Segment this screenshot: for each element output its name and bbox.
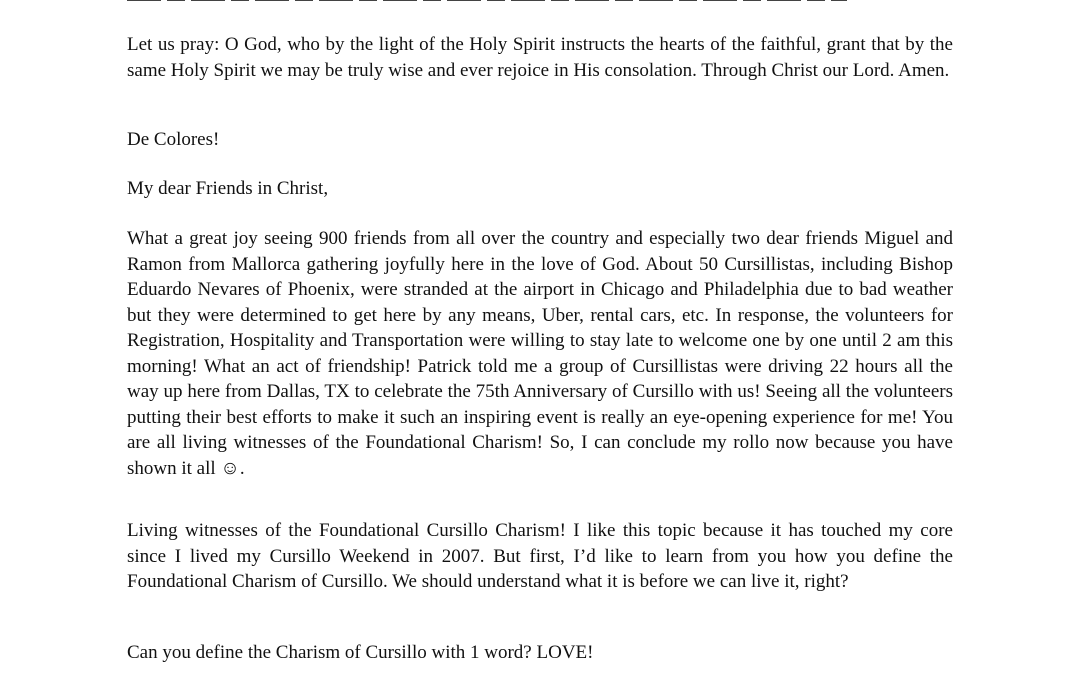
charism-paragraph: Living witnesses of the Foundational Cursillo Charism! I like this topic because it has touched my core since I lived my Cursillo Weekend in 2007. But first, I’d like to learn from you how you define the Foundational Charism of Cursillo. We should understand what it is before we can live it, right? (127, 520, 953, 592)
document-page (127, 0, 953, 675)
clipped-text-line (127, 0, 953, 5)
salutation: My dear Friends in Christ, (127, 178, 329, 199)
joy-paragraph: What a great joy seeing 900 friends from all over the country and especially two dear friends Miguel and Ramon from Mallorca gathering joyfully here in the love of God. About 50 Cursillistas, including Bishop Eduardo Nevares of Phoenix, were stranded at the airport in Chicago and Philadelphia due to bad weather but they were determined to get here by any means, Uber, rental cars, etc. In response, the volunteers for Registration, Hospitality and Transportation were willing to stay late to welcome one by one until 2 am this morning! What an act of friendship! Patrick told me a group of Cursillistas were driving 22 hours all the way up here from Dallas, TX to celebrate the 75th Anniversary of Cursillo with us! Seeing all the volunteers putting their best efforts to make it such an inspiring event is really an eye-opening experience for me! You are all living witnesses of the Foundational Charism! So, I can conclude my rollo now because you have shown it all ☺. (127, 228, 953, 479)
greeting-de-colores: De Colores! (127, 129, 220, 150)
prayer-paragraph: Let us pray: O God, who by the light of the Holy Spirit instructs the hearts of the faithful, grant that by the same Holy Spirit we may be truly wise and ever rejoice in His consolation. Through Christ our Lord. Amen. (127, 34, 953, 81)
question-line: Can you define the Charism of Cursillo with 1 word? LOVE! (127, 642, 594, 663)
